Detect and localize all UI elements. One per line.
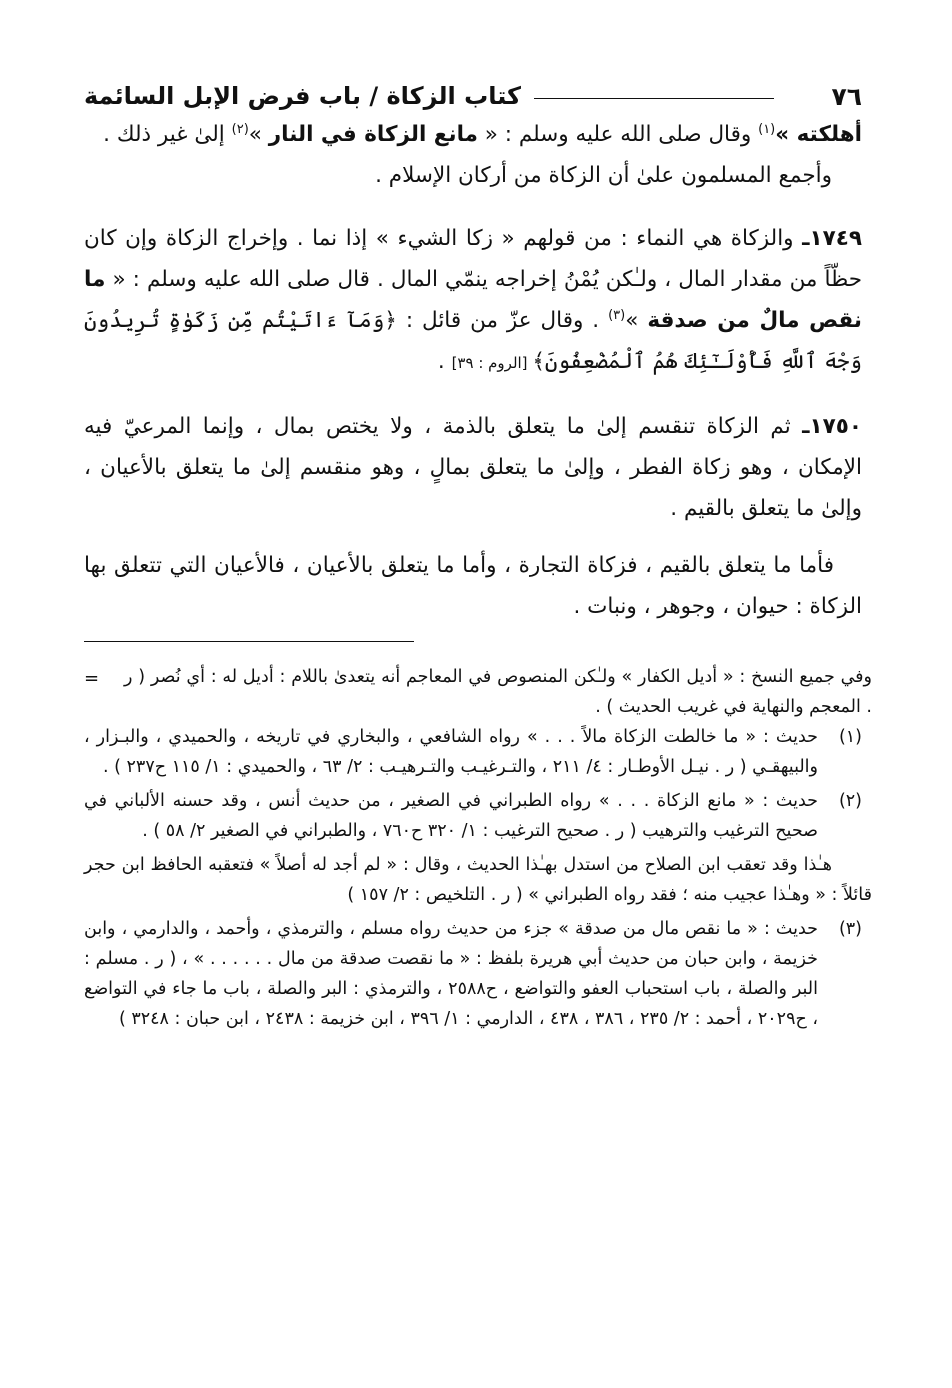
text-span: . (437, 349, 452, 374)
section-1750 (84, 406, 862, 529)
section-1749 (84, 218, 862, 384)
quote-end: أهلكته » (775, 122, 862, 147)
paragraph-2: وأجمع المسلمون علىٰ أن الزكاة من أركان الإسلام . (375, 163, 832, 188)
quran-verse: ﴿وَمَآ ءَاتَيْتُم مِّن زَكَوٰةٍ تُرِيدُونَ وَجْهَ ٱللَّهِ فَأُوْلَـٰٓئِكَ هُمُ ٱلْمُضْعِفُونَ﴾ (84, 308, 862, 374)
footnote-1 (84, 722, 862, 782)
footnote-text: حديث : « مانع الزكاة . . . » رواه الطبراني في الصغير ، من حديث أنس ، وقد حسنه الألباني في صحيح الترغيب والترهيب ( ر . صحيح الترغيب : ١/ ٣٢٠ ح٧٦٠ ، والطبراني في الصغير ٢/ ٥٨ ) . (84, 791, 818, 841)
page-number: ٧٦ (831, 82, 862, 111)
text-span: » (625, 308, 648, 333)
main-text (84, 114, 862, 627)
footnote-3 (84, 914, 862, 1034)
running-header (84, 74, 862, 114)
footnotes (84, 662, 872, 1034)
footnote-ref-1[interactable]: (١) (758, 121, 776, 137)
text-span: ثم الزكاة تنقسم إلىٰ ما يتعلق بالذمة ، ولا يختص بمال ، وإنما المرعيّ فيه الإمكان ، وهو زكاة الفطر ، وإلىٰ ما يتعلق بمالٍ ، وهو منقسم إلىٰ ما يتعلق بالأعيان ، وإلىٰ ما يتعلق بالقيم . (84, 414, 862, 521)
footnote-2 (84, 786, 862, 846)
continuation-mark: = (84, 668, 100, 689)
text-span: . وقال عزّ من قائل : (396, 308, 609, 333)
footnote-ref-2[interactable]: (٢) (231, 121, 249, 137)
footnote-number: (١) (838, 727, 862, 747)
book-page (84, 74, 872, 1034)
paragraph-last: فأما ما يتعلق بالقيم ، فزكاة التجارة ، وأما ما يتعلق بالأعيان ، فالأعيان التي تتعلق بها الزكاة : حيوان ، وجوهر ، ونبات . (84, 553, 862, 619)
text-span: إلىٰ غير ذلك . (103, 122, 232, 147)
text-span: » (248, 122, 269, 147)
footnote-ref-3[interactable]: (٣) (608, 307, 626, 323)
footnote-continued: وفي جميع النسخ : « أديل الكفار » ولـٰكن المنصوص في المعاجم أنه يتعدىٰ باللام : أديل له : أي نُصر ( ر . المعجم والنهاية في غريب الحديث ) . (124, 667, 872, 717)
section-number: ١٧٥٠ـ (802, 414, 862, 439)
paragraph-1 (84, 114, 862, 155)
header-rule (534, 98, 774, 99)
hadith-quote: ما نقص مالٌ من صدقة (84, 267, 862, 333)
footnote-number: (٣) (838, 919, 862, 939)
running-title: كتاب الزكاة / باب فرض الإبل السائمة (84, 82, 522, 110)
footnote-text: حديث : « ما نقص مال من صدقة » جزء من حديث رواه مسلم ، والترمذي ، وأحمد ، والدارمي ، وابن خزيمة ، وابن حبان من حديث أبي هريرة بلفظ : « ما نقصت صدقة من مال . . . . . . » ، ( ر . مسلم : البر والصلة ، باب استحباب العفو والتواضع ، ح٢٥٨٨ ، والترمذي : البر والصلة ، باب ما جاء في التواضع ، ح٢٠٢٩ ، أحمد : ٢/ ٢٣٥ ، ٣٨٦ ، ٤٣٨ ، الدارمي : ١/ ٣٩٦ ، ابن خزيمة : ٢٤٣٨ ، ابن حبان : ٣٢٤٨ ) (84, 919, 818, 1029)
footnote-rule (84, 641, 414, 642)
text-span: والزكاة هي النماء : من قولهم « زكا الشيء » إذا نما . وإخراج الزكاة وإن كان حظّاً من مقدار المال ، ولـٰكن يُمْنُ إخراجه ينمّي المال . قال صلى الله عليه وسلم : « (84, 226, 862, 292)
hadith-quote: مانع الزكاة في النار (268, 122, 478, 147)
footnote-number: (٢) (838, 791, 862, 811)
footnote-text: حديث : « ما خالطت الزكاة مالاً . . . » رواه الشافعي ، والبخاري في تاريخه ، والحميدي ، والبـزار ، والبيهقـي ( ر . نيـل الأوطـار : ٤/ ٢١١ ، والتـرغيـب والتـرهيـب : ٢/ ٦٣ ، والحميدي : ١/ ١١٥ ح٢٣٧ ) . (84, 727, 818, 777)
section-number: ١٧٤٩ـ (802, 226, 862, 251)
footnote-2-continued: هـٰذا وقد تعقب ابن الصلاح من استدل بهـٰذا الحديث ، وقال : « لم أجد له أصلاً » فتعقبه الحافظ ابن حجر قائلاً : « وهـٰذا عجيب منه ؛ فقد رواه الطبراني » ( ر . التلخيص : ٢/ ١٥٧ ) (84, 855, 872, 905)
verse-reference: [الروم : ٣٩] (451, 354, 533, 372)
text-span: وقال صلى الله عليه وسلم : « (477, 122, 759, 147)
